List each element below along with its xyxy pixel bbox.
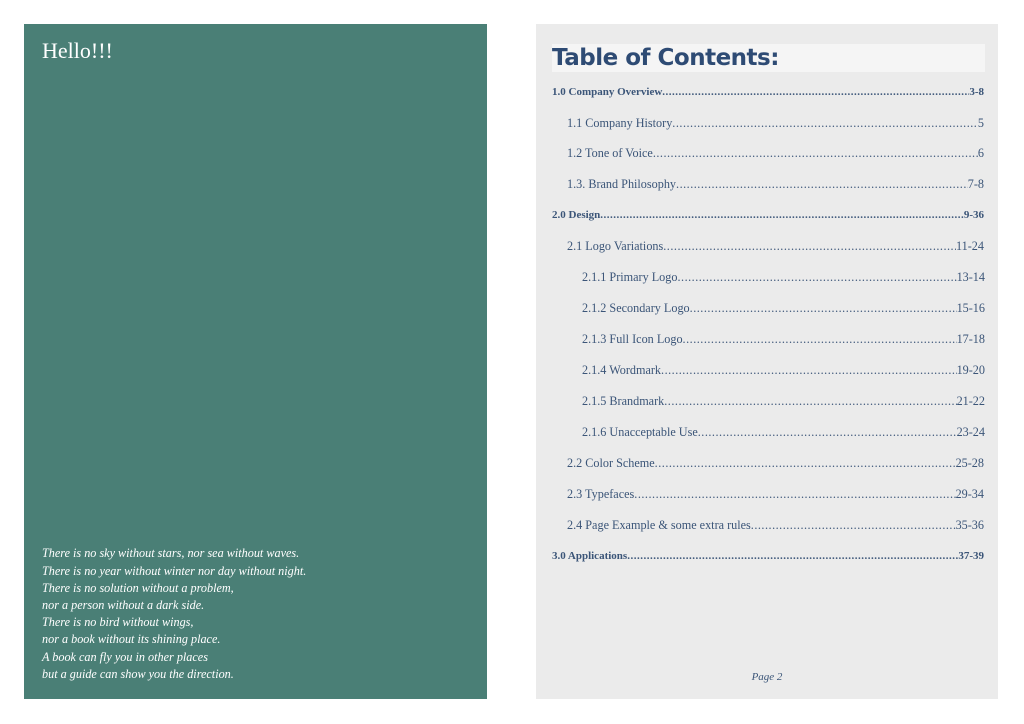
toc-entry-label: 2.3 Typefaces [567,487,635,501]
toc-entry-primary-logo[interactable] [582,270,985,285]
toc-entry-label: 2.4 Page Example & some extra rules [567,518,751,532]
poem-line: There is no sky without stars, nor sea without waves. [42,546,300,561]
toc-entry-label: 2.1.4 Wordmark [582,363,662,377]
poem-line: A book can fly you in other places [42,649,208,664]
greeting-heading: Hello!!! [42,38,113,63]
right-page [536,24,998,699]
toc-entry-pages: 25-28 [955,456,984,470]
toc-entry-label: 1.2 Tone of Voice [567,146,653,160]
toc-entry-brand-philosophy[interactable] [567,177,984,192]
poem [42,545,306,683]
toc-entry-label: 2.1.6 Unacceptable Use [582,425,698,439]
toc-entry-design[interactable] [552,209,984,221]
toc-entry-pages: 5 [977,116,984,130]
poem-line: There is no year without winter nor day without night. [42,563,307,578]
toc-leader-dots [698,425,957,440]
toc-entry-label: 2.1.2 Secondary Logo [582,301,690,315]
toc-leader-dots [672,116,978,131]
toc-title: Table of Contents: [552,44,985,72]
toc-entry-wordmark[interactable] [582,363,985,378]
toc-entry-pages: 6 [977,146,984,160]
toc-entry-pages: 21-22 [956,394,985,408]
toc-entry-label: 1.0 Company Overview [552,86,663,98]
toc-entry-pages: 7-8 [967,177,984,191]
left-page [24,24,487,699]
toc-leader-dots [690,301,957,316]
toc-entry-typefaces[interactable] [567,487,984,502]
toc-entry-pages: 23-24 [956,425,985,439]
toc-entry-pages: 9-36 [963,209,984,221]
toc-entry-pages: 15-16 [956,301,985,315]
toc-entry-brandmark[interactable] [582,394,985,409]
poem-line: There is no solution without a problem, [42,580,234,595]
toc-entry-pages: 17-18 [956,332,985,346]
toc-entry-company-history[interactable] [567,116,984,131]
toc-entry-pages: 29-34 [955,487,984,501]
toc-entry-full-icon-logo[interactable] [582,332,985,347]
toc-entry-pages: 13-14 [956,270,985,284]
toc-entry-pages: 37-39 [958,550,984,562]
toc-leader-dots [653,146,978,161]
poem-line: There is no bird without wings, [42,615,194,630]
toc-entry-label: 3.0 Applications [552,550,628,562]
toc-leader-dots [634,487,955,502]
toc-leader-dots [676,177,968,192]
toc-entry-label: 2.1.1 Primary Logo [582,270,678,284]
toc-entry-label: 2.2 Color Scheme [567,456,655,470]
toc-entry-label: 2.1 Logo Variations [567,239,664,253]
toc-entry-color-scheme[interactable] [567,456,984,471]
toc-entry-pages: 19-20 [956,363,985,377]
toc-entry-pages: 3-8 [969,86,984,98]
toc-leader-dots [683,332,957,347]
toc-entry-unacceptable-use[interactable] [582,425,985,440]
toc-entry-pages: 11-24 [956,239,984,253]
toc-entry-secondary-logo[interactable] [582,301,985,316]
poem-line: but a guide can show you the direction. [42,666,234,681]
toc-leader-dots [662,86,969,98]
toc-entry-tone-of-voice[interactable] [567,146,984,161]
toc-entry-label: 2.0 Design [552,209,601,221]
page-number: Page 2 [751,671,783,683]
toc-leader-dots [627,550,958,562]
toc-leader-dots [677,270,956,285]
toc-entry-applications[interactable] [552,550,984,562]
toc-entry-label: 1.1 Company History [567,116,673,130]
poem-line: nor a person without a dark side. [42,597,205,612]
toc-entry-logo-variations[interactable] [567,239,984,254]
toc-leader-dots [600,209,964,221]
toc-leader-dots [664,394,956,409]
toc-leader-dots [751,518,956,533]
poem-line: nor a book without its shining place. [42,632,221,647]
toc-leader-dots [663,239,956,254]
toc-entry-page-example[interactable] [567,518,984,533]
toc-entry-label: 2.1.3 Full Icon Logo [582,332,683,346]
toc-entry-pages: 35-36 [955,518,984,532]
toc-entry-label: 2.1.5 Brandmark [582,394,665,408]
toc-leader-dots [661,363,957,378]
toc-entry-label: 1.3. Brand Philosophy [567,177,677,191]
toc-leader-dots [655,456,956,471]
toc-entry-company-overview[interactable] [552,86,984,98]
